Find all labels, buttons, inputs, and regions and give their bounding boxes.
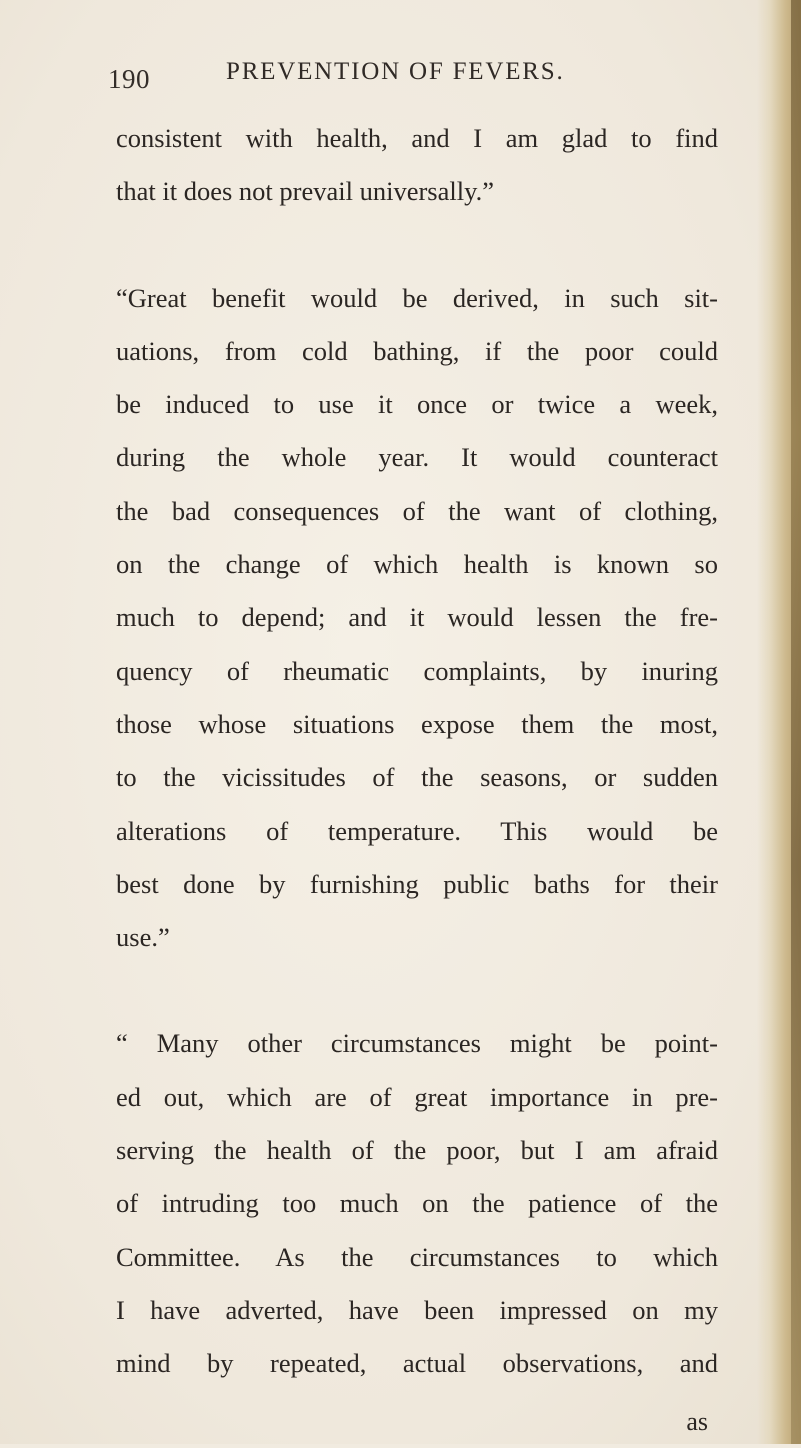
- text-line: ed out, which are of great importance in pre-: [116, 1081, 718, 1112]
- text-line: to the vicissitudes of the seasons, or sudden: [116, 762, 718, 793]
- paragraph-1: [116, 112, 718, 219]
- text-line: the bad consequences of the want of clothing,: [116, 495, 718, 526]
- text-line: much to depend; and it would lessen the fre-: [116, 602, 718, 633]
- text-line: best done by furnishing public baths for their: [116, 868, 718, 899]
- text-line: I have adverted, have been impressed on my: [116, 1294, 718, 1325]
- paragraph-3: [116, 1017, 718, 1390]
- text-line: those whose situations expose them the most,: [116, 708, 718, 739]
- catchword: as: [686, 1406, 708, 1436]
- text-line: consistent with health, and I am glad to find: [116, 123, 718, 153]
- running-title: PREVENTION OF FEVERS.: [226, 58, 565, 85]
- text-line: of intruding too much on the patience of the: [116, 1188, 718, 1219]
- text-line: use.”: [116, 922, 170, 953]
- page-number: 190: [108, 64, 150, 94]
- text-line: be induced to use it once or twice a week,: [116, 389, 718, 420]
- text-line: quency of rheumatic complaints, by inuring: [116, 655, 718, 686]
- text-line: during the whole year. It would counteract: [116, 442, 718, 473]
- paragraph-2: [116, 272, 718, 965]
- text-line: serving the health of the poor, but I am afraid: [116, 1135, 718, 1166]
- text-line: mind by repeated, actual observations, and: [116, 1348, 718, 1379]
- page-edge-binding: [791, 0, 801, 1444]
- text-line: Committee. As the circumstances to which: [116, 1241, 718, 1272]
- page-header: [108, 58, 668, 102]
- text-line: on the change of which health is known so: [116, 549, 718, 580]
- text-line: uations, from cold bathing, if the poor could: [116, 335, 718, 366]
- text-line: “Great benefit would be derived, in such sit-: [116, 282, 718, 313]
- text-line: alterations of temperature. This would be: [116, 815, 718, 846]
- text-line: that it does not prevail universally.”: [116, 176, 495, 207]
- text-line: “ Many other circumstances might be point-: [116, 1028, 718, 1059]
- body-text: [116, 112, 718, 1448]
